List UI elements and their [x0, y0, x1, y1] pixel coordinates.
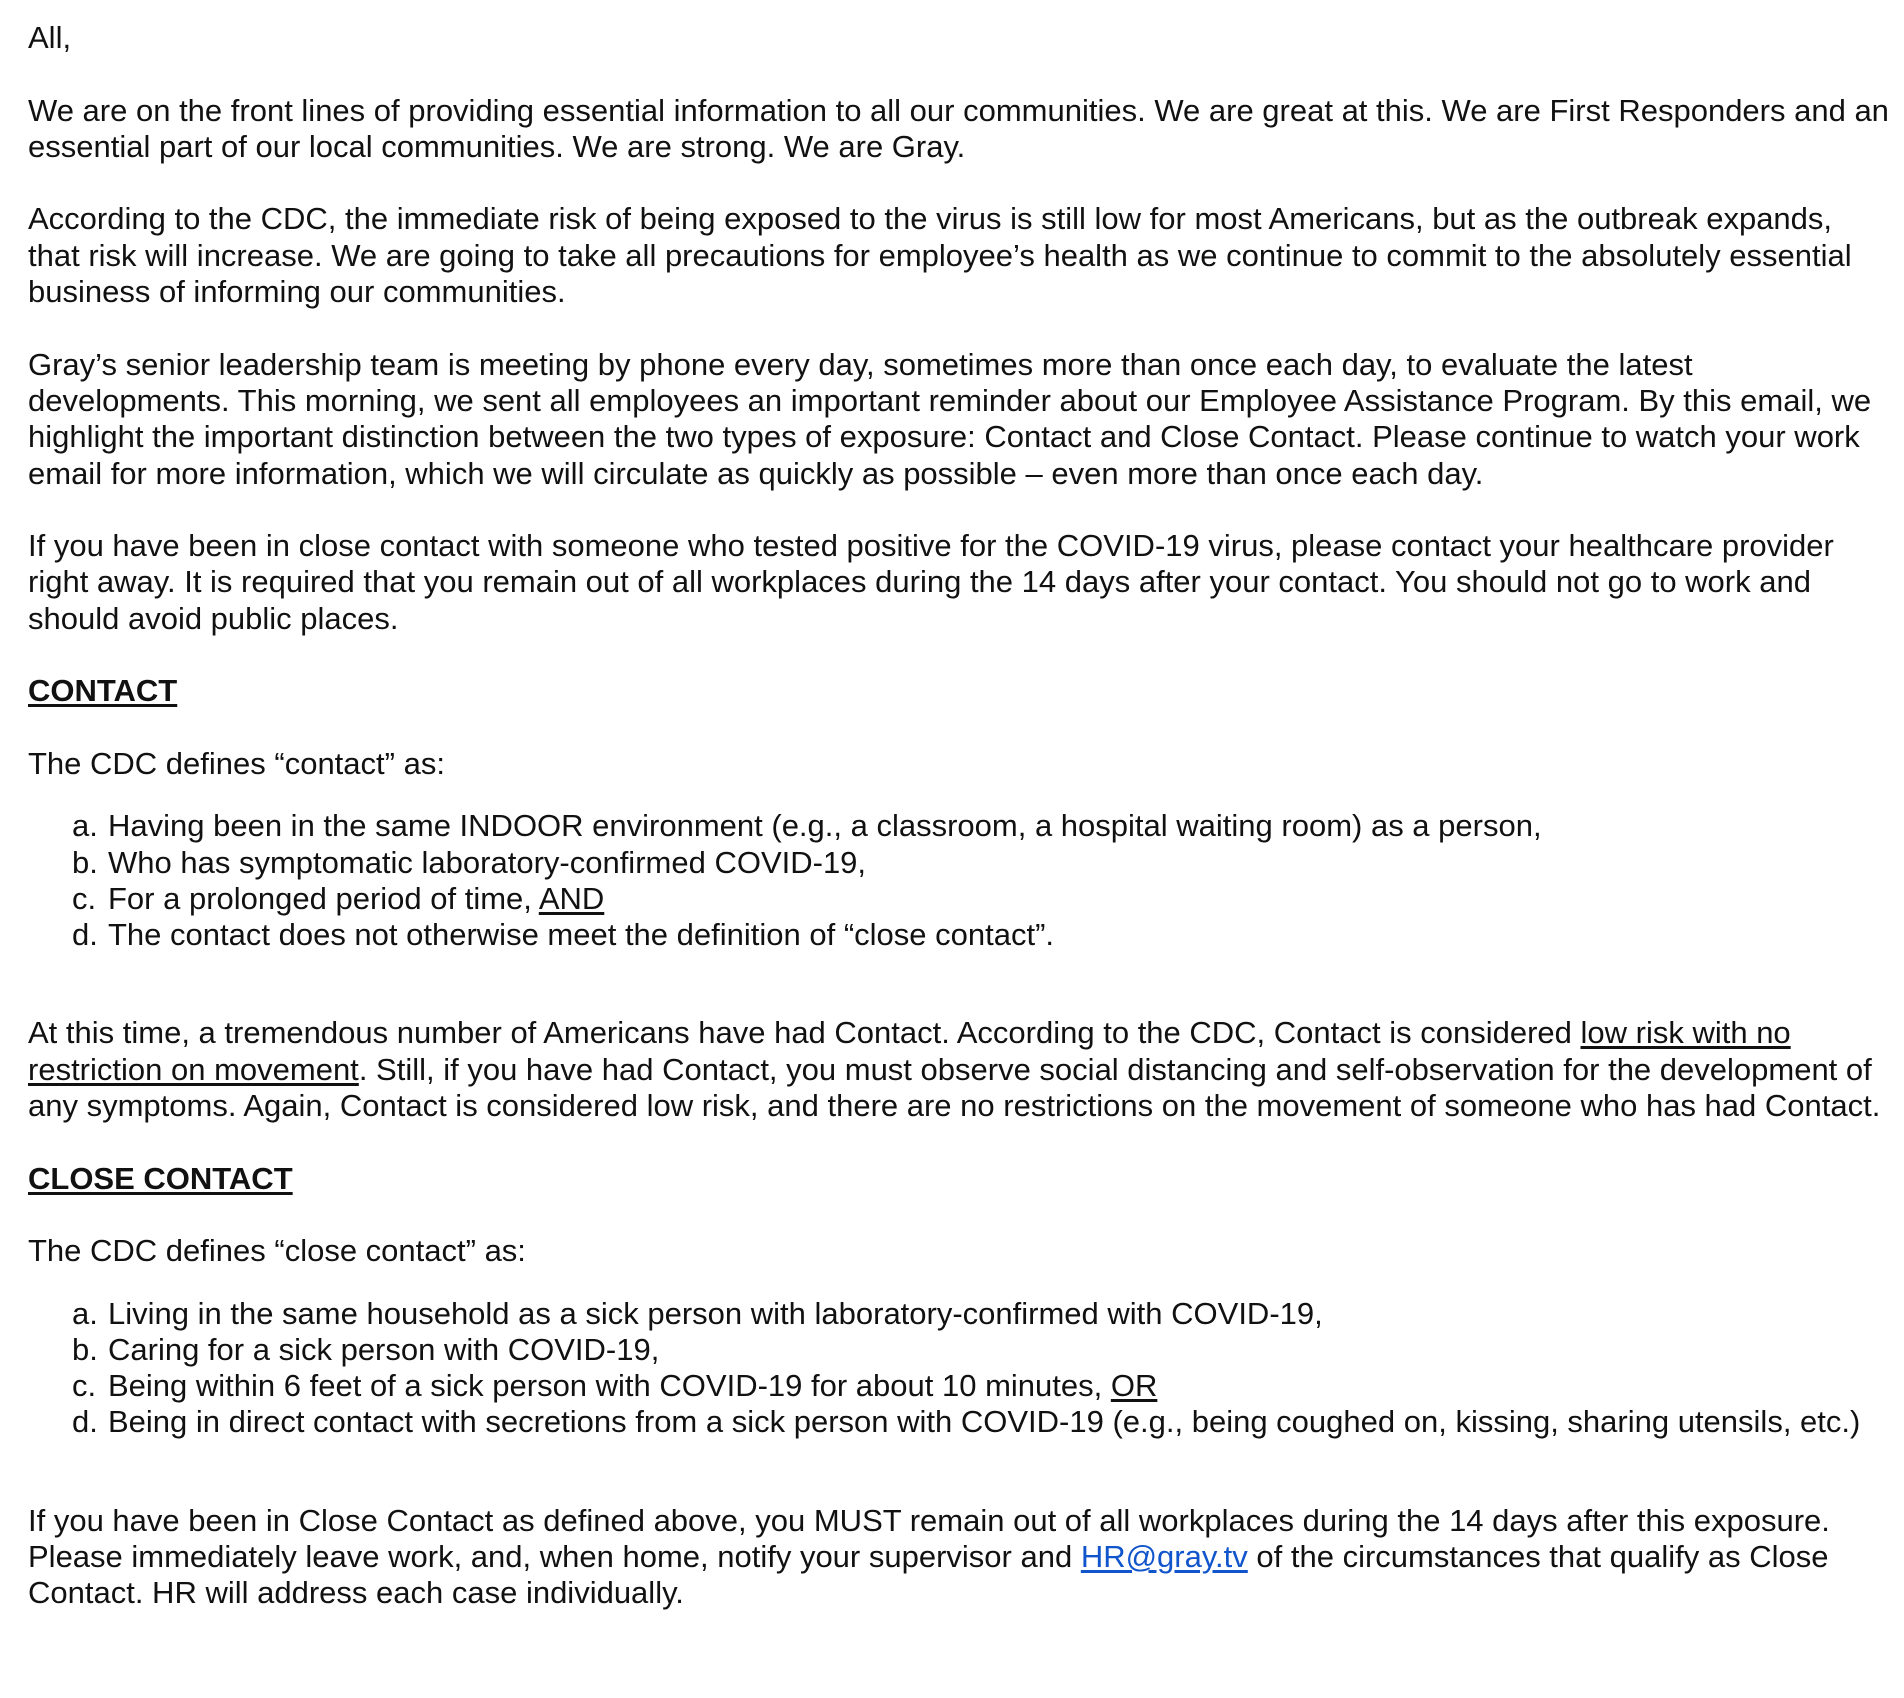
close-contact-definition-list	[28, 1296, 1892, 1441]
contact-summary	[28, 1015, 1892, 1124]
greeting: All,	[28, 20, 72, 55]
contact-heading: CONTACT	[28, 673, 178, 709]
contact-summary-before: At this time, a tremendous number of Americans have had Contact. According to the CDC, Contact is considered	[28, 1015, 1581, 1051]
list-item	[28, 808, 1892, 844]
list-marker: c.	[72, 880, 97, 916]
list-item	[28, 1332, 1892, 1368]
list-marker: a.	[72, 808, 98, 844]
list-item-text: Caring for a sick person with COVID-19,	[108, 1331, 660, 1367]
list-item-text: Who has symptomatic laboratory-confirmed COVID-19,	[108, 844, 867, 880]
list-item-text: Being in direct contact with secretions from a sick person with COVID-19 (e.g., being coughed on, kissing, sharing utensils, etc.)	[108, 1404, 1861, 1440]
paragraph-leadership: Gray’s senior leadership team is meeting by phone every day, sometimes more than once each day, to evaluate the latest developments. This morning, we sent all employees an important reminder about our Employee Assistance Program. By this email, we highlight the important distinction between the two types of exposure: Contact and Close Contact. Please continue to watch your work email for more information, which we will circulate as quickly as possible – even more than once each day.	[28, 346, 1872, 491]
list-item-text-main: Being within 6 feet of a sick person with COVID-19 for about 10 minutes,	[108, 1368, 1111, 1404]
contact-intro: The CDC defines “contact” as:	[28, 745, 445, 781]
list-item-text: Living in the same household as a sick person with laboratory-confirmed with COVID-19,	[108, 1295, 1323, 1331]
list-marker: d.	[72, 1404, 98, 1440]
list-item	[28, 881, 1892, 917]
list-item-text-main: For a prolonged period of time,	[108, 880, 539, 916]
hr-email-link[interactable]: HR@gray.tv	[1080, 1538, 1248, 1574]
list-item	[28, 917, 1892, 953]
emphasis-or: OR	[1110, 1368, 1158, 1404]
emphasis-and: AND	[538, 880, 605, 916]
list-marker: c.	[72, 1368, 97, 1404]
list-marker: d.	[72, 917, 98, 953]
list-marker: b.	[72, 1331, 98, 1367]
list-item-text: Having been in the same INDOOR environment (e.g., a classroom, a hospital waiting room) as a person,	[108, 808, 1542, 844]
list-item	[28, 1368, 1892, 1404]
closing-before: If you have been in Close Contact as defined above, you MUST remain out of all workplaces during the 14 days after this exposure. Please immediately leave work, and, when home, notify your supervisor and	[28, 1502, 1830, 1574]
contact-definition-list	[28, 808, 1892, 953]
contact-summary-after: . Still, if you have had Contact, you must observe social distancing and self-observation for the development of any symptoms. Again, Contact is considered low risk, and there are no restrictions on the movement of someone who has had Contact.	[28, 1051, 1881, 1124]
close-contact-heading: CLOSE CONTACT	[28, 1160, 293, 1196]
paragraph-close-contact-positive: If you have been in close contact with someone who tested positive for the COVID-19 virus, please contact your healthcare provider right away. It is required that you remain out of all workplaces during the 14 days after your contact. You should not go to work and should avoid public places.	[28, 528, 1834, 636]
list-item-text	[108, 881, 1892, 917]
closing-paragraph	[28, 1503, 1892, 1612]
list-marker: b.	[72, 844, 98, 880]
list-marker: a.	[72, 1295, 98, 1331]
list-item-text: The contact does not otherwise meet the definition of “close contact”.	[108, 917, 1055, 953]
list-item	[28, 1296, 1892, 1332]
close-contact-intro: The CDC defines “close contact” as:	[28, 1233, 526, 1269]
closing-after: of the circumstances that qualify as Close Contact. HR will address each case individually.	[28, 1538, 1829, 1611]
paragraph-cdc-risk: According to the CDC, the immediate risk of being exposed to the virus is still low for most Americans, but as the outbreak expands, that risk will increase. We are going to take all precautions for employee’s health as we continue to commit to the absolutely essential business of informing our communities.	[28, 201, 1852, 310]
list-item-text	[108, 1368, 1892, 1404]
paragraph-frontlines: We are on the front lines of providing essential information to all our communities. We are great at this. We are First Responders and an essential part of our local communities. We are strong. We are Gray.	[28, 92, 1889, 164]
list-item	[28, 845, 1892, 881]
contact-summary-underlined: low risk with no restriction on movement	[28, 1015, 1791, 1087]
list-item	[28, 1404, 1892, 1440]
